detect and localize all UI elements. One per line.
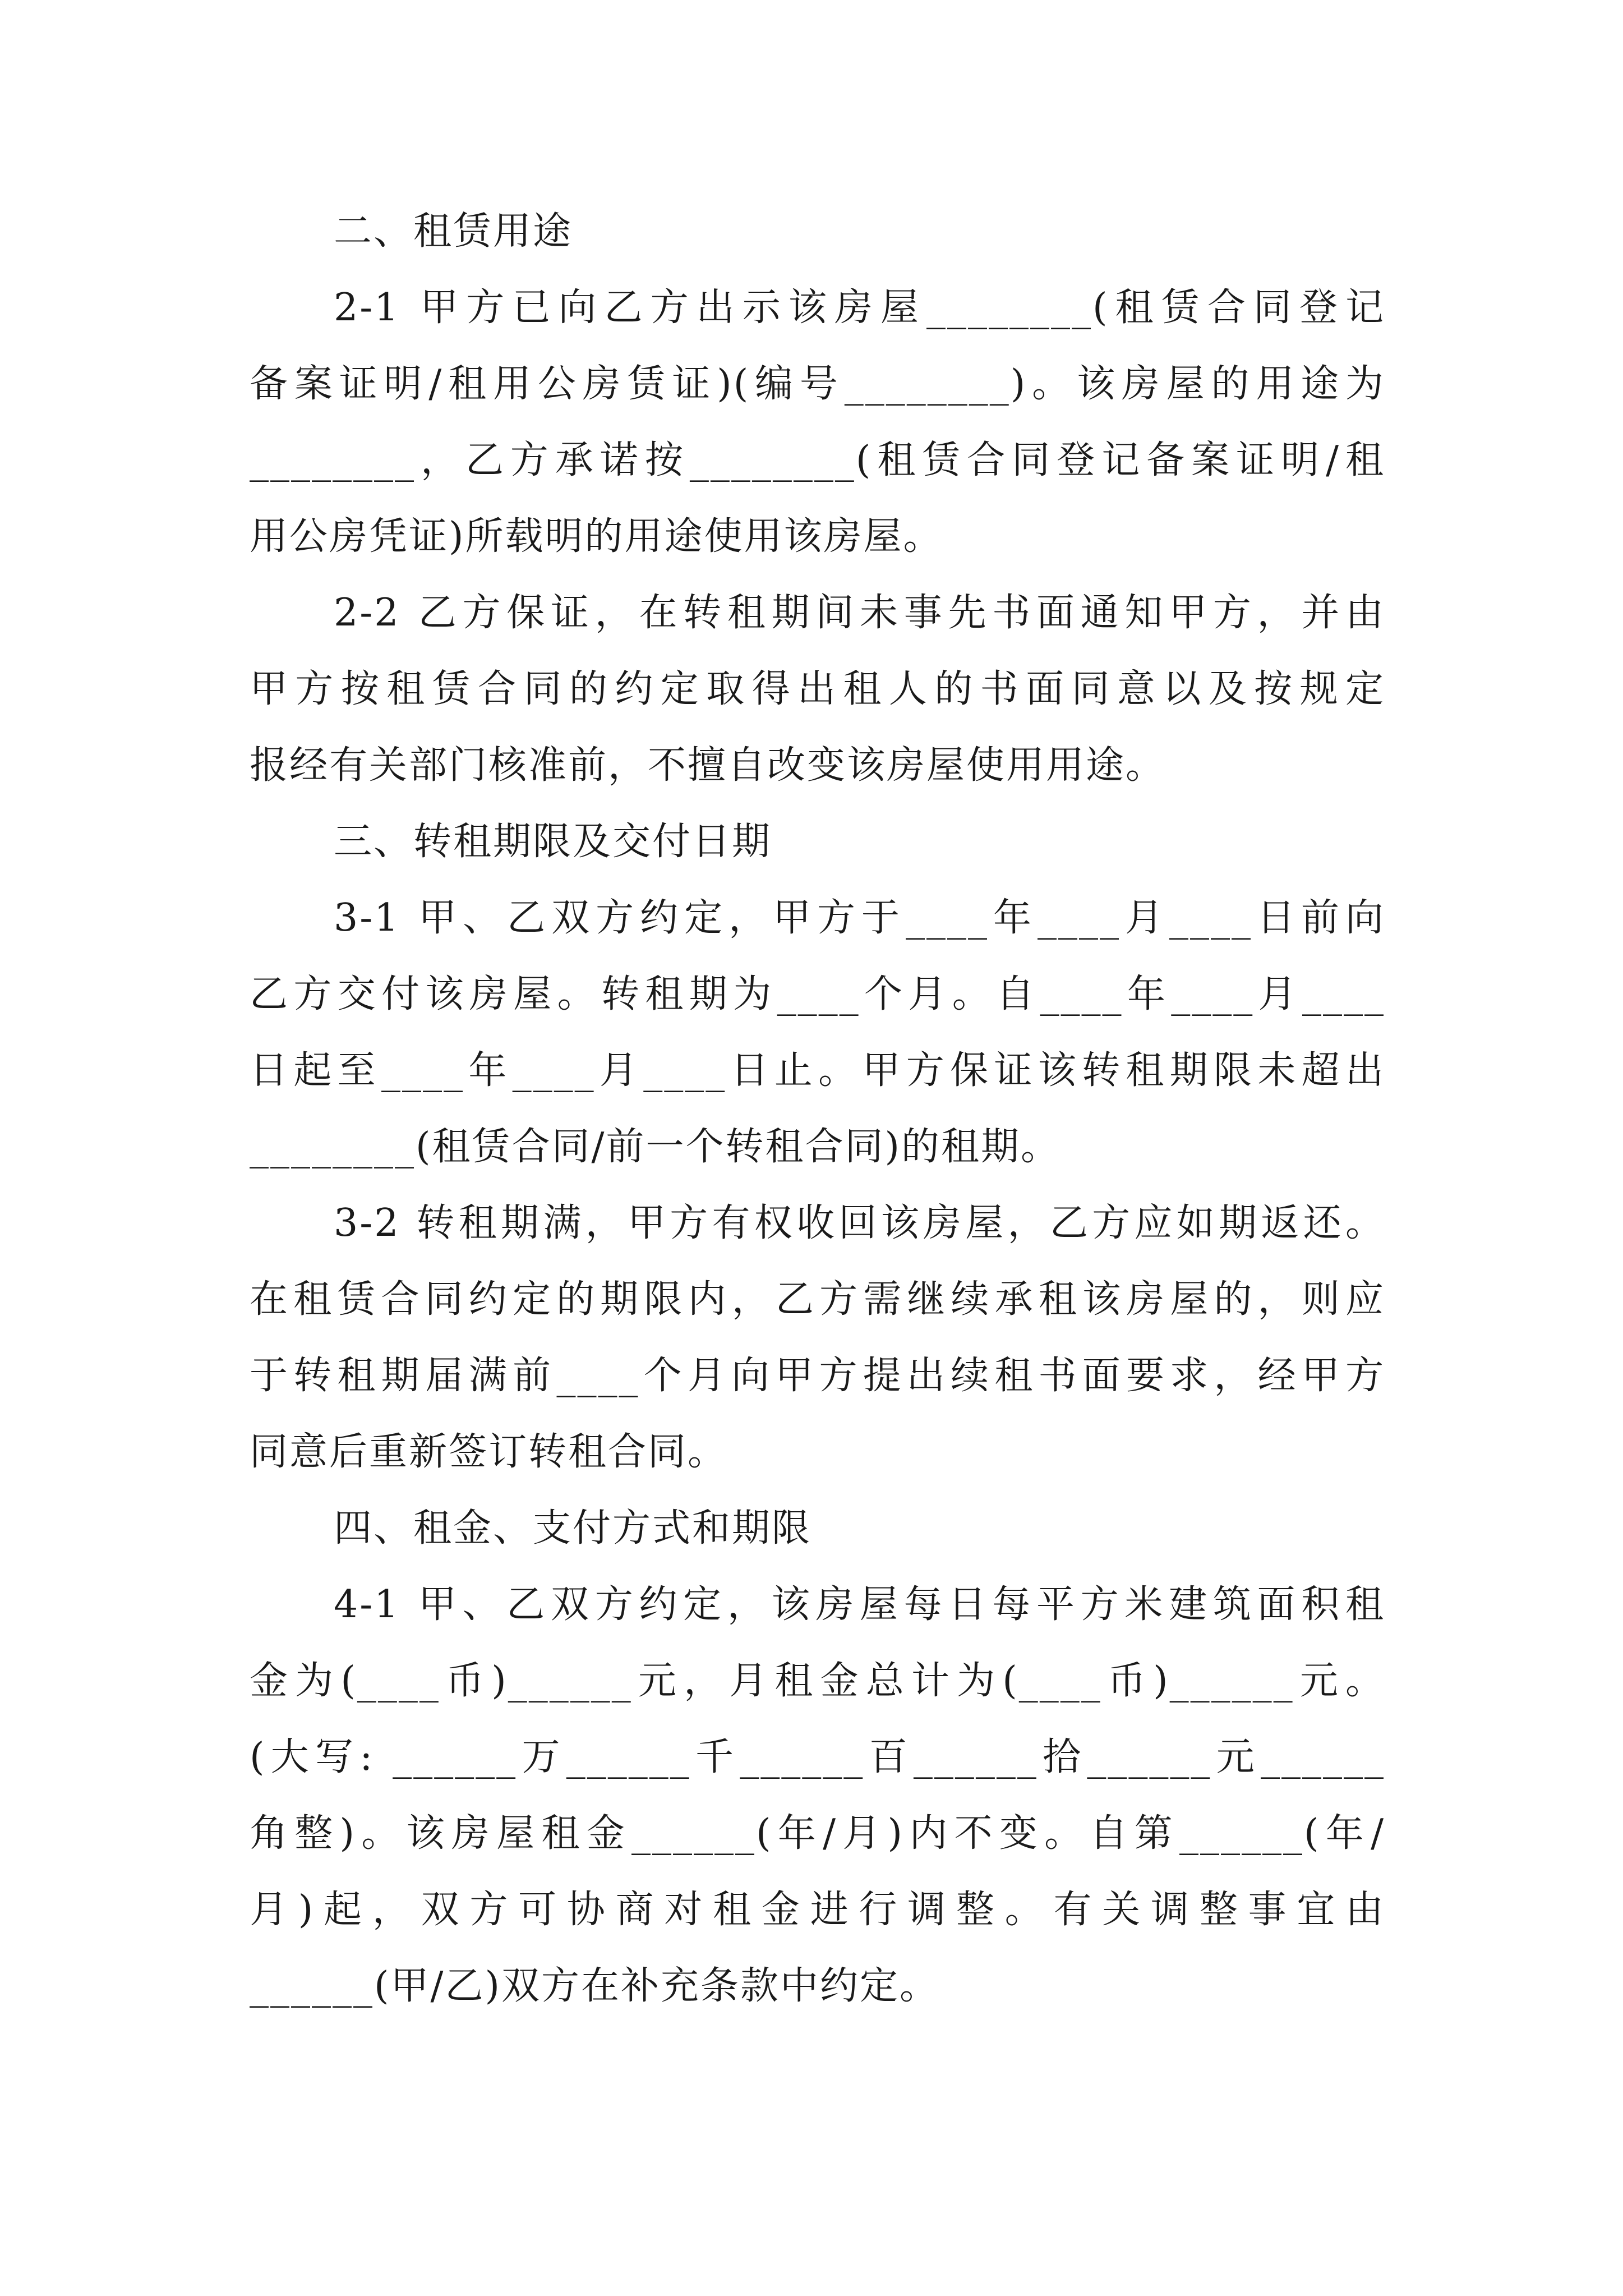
paragraph-line: 备案证明/租用公房赁证)(编号________)。该房屋的用途为 bbox=[250, 362, 1385, 406]
paragraph-line: 2-1 甲方已向乙方出示该房屋________(租赁合同登记 bbox=[334, 286, 1385, 330]
section-heading-sublease-term: 三、转租期限及交付日期 bbox=[334, 820, 772, 864]
paragraph-line: 用公房凭证)所载明的用途使用该房屋。 bbox=[250, 514, 943, 559]
paragraph-line: 3-1 甲、乙双方约定，甲方于____年____月____日前向 bbox=[334, 896, 1385, 940]
paragraph-line: 同意后重新签订转租合同。 bbox=[250, 1430, 728, 1474]
paragraph-line: ________，乙方承诺按________(租赁合同登记备案证明/租 bbox=[250, 438, 1385, 482]
paragraph-line: ______(甲/乙)双方在补充条款中约定。 bbox=[250, 1964, 939, 2008]
paragraph-line: 在租赁合同约定的期限内，乙方需继续承租该房屋的，则应 bbox=[250, 1277, 1385, 1322]
paragraph-line: 2-2 乙方保证，在转租期间未事先书面通知甲方，并由 bbox=[334, 591, 1385, 635]
paragraph-line: 日起至____年____月____日止。甲方保证该转租期限未超出 bbox=[250, 1048, 1385, 1093]
paragraph-line: 3-2 转租期满，甲方有权收回该房屋，乙方应如期返还。 bbox=[334, 1201, 1385, 1245]
paragraph-line: 4-1 甲、乙双方约定，该房屋每日每平方米建筑面积租 bbox=[334, 1582, 1385, 1627]
paragraph-line: 月)起，双方可协商对租金进行调整。有关调整事宜由 bbox=[250, 1888, 1385, 1932]
paragraph-line: 报经有关部门核准前，不擅自改变该房屋使用用途。 bbox=[250, 743, 1166, 788]
paragraph-line: ________(租赁合同/前一个转租合同)的租期。 bbox=[250, 1125, 1061, 1169]
section-heading-rent-payment: 四、租金、支付方式和期限 bbox=[334, 1506, 812, 1550]
paragraph-line: 甲方按租赁合同的约定取得出租人的书面同意以及按规定 bbox=[250, 667, 1385, 711]
document-body bbox=[250, 194, 1385, 2024]
paragraph-line: 金为(____币)______元，月租金总计为(____币)______元。 bbox=[250, 1659, 1385, 1703]
paragraph-line: 乙方交付该房屋。转租期为____个月。自____年____月____ bbox=[250, 972, 1385, 1016]
paragraph-line: (大写: ______万______千______百______拾______元______ bbox=[250, 1735, 1385, 1779]
paragraph-line: 角整)。该房屋租金______(年/月)内不变。自第______(年/ bbox=[250, 1811, 1385, 1856]
section-heading-lease-purpose: 二、租赁用途 bbox=[334, 209, 573, 254]
paragraph-line: 于转租期届满前____个月向甲方提出续租书面要求，经甲方 bbox=[250, 1354, 1385, 1398]
